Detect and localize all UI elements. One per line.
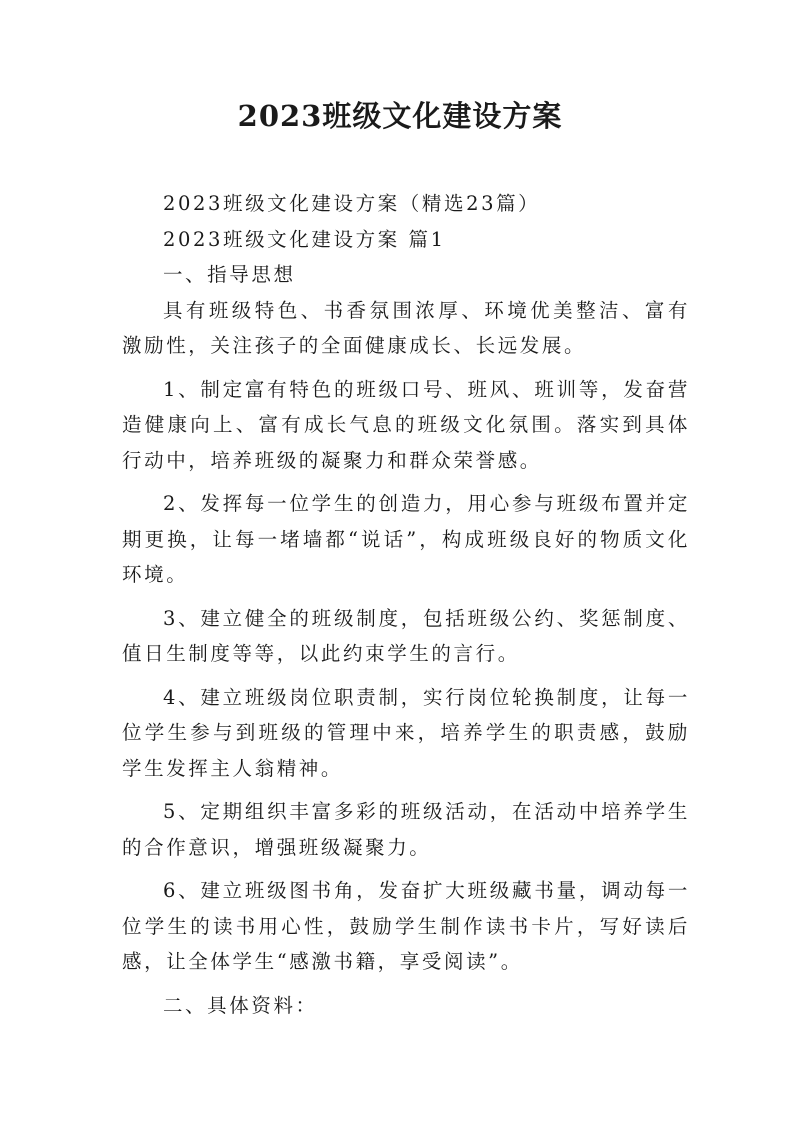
paragraph-item-4: 4、建立班级岗位职责制，实行岗位轮换制度，让每一位学生参与到班级的管理中来，培养学生的职责感，鼓励学生发挥主人翁精神。 <box>122 685 690 780</box>
paragraph-subtitle: 2023班级文化建设方案（精选23篇） <box>162 192 541 215</box>
paragraph-item-1: 1、制定富有特色的班级口号、班风、班训等，发奋营造健康向上、富有成长气息的班级文化氛围。落实到具体行动中，培养班级的凝聚力和群众荣誉感。 <box>122 377 690 472</box>
paragraph-item-6: 6、建立班级图书角，发奋扩大班级藏书量，调动每一位学生的读书用心性，鼓励学生制作读书卡片，写好读后感，让全体学生“感激书籍，享受阅读”。 <box>122 879 690 973</box>
paragraph-body: 具有班级特色、书香氛围浓厚、环境优美整洁、富有激励性，关注孩子的全面健康成长、长远发展。 <box>122 298 690 357</box>
document-body <box>122 186 690 1023</box>
paragraph-heading-specifics: 二、具体资料： <box>162 993 318 1017</box>
paragraph-item-5: 5、定期组织丰富多彩的班级活动，在活动中培养学生的合作意识，增强班级凝聚力。 <box>122 800 690 859</box>
paragraph-section-heading: 2023班级文化建设方案 篇1 <box>162 227 446 251</box>
paragraph-item-3: 3、建立健全的班级制度，包括班级公约、奖惩制度、值日生制度等等，以此约束学生的言行。 <box>122 606 690 665</box>
paragraph-item-2: 2、发挥每一位学生的创造力，用心参与班级布置并定期更换，让每一堵墙都“说话”，构成班级良好的物质文化环境。 <box>122 492 690 586</box>
paragraph-heading-guiding-ideology: 一、指导思想 <box>162 263 296 286</box>
document-title: 2023班级文化建设方案 <box>237 99 563 133</box>
